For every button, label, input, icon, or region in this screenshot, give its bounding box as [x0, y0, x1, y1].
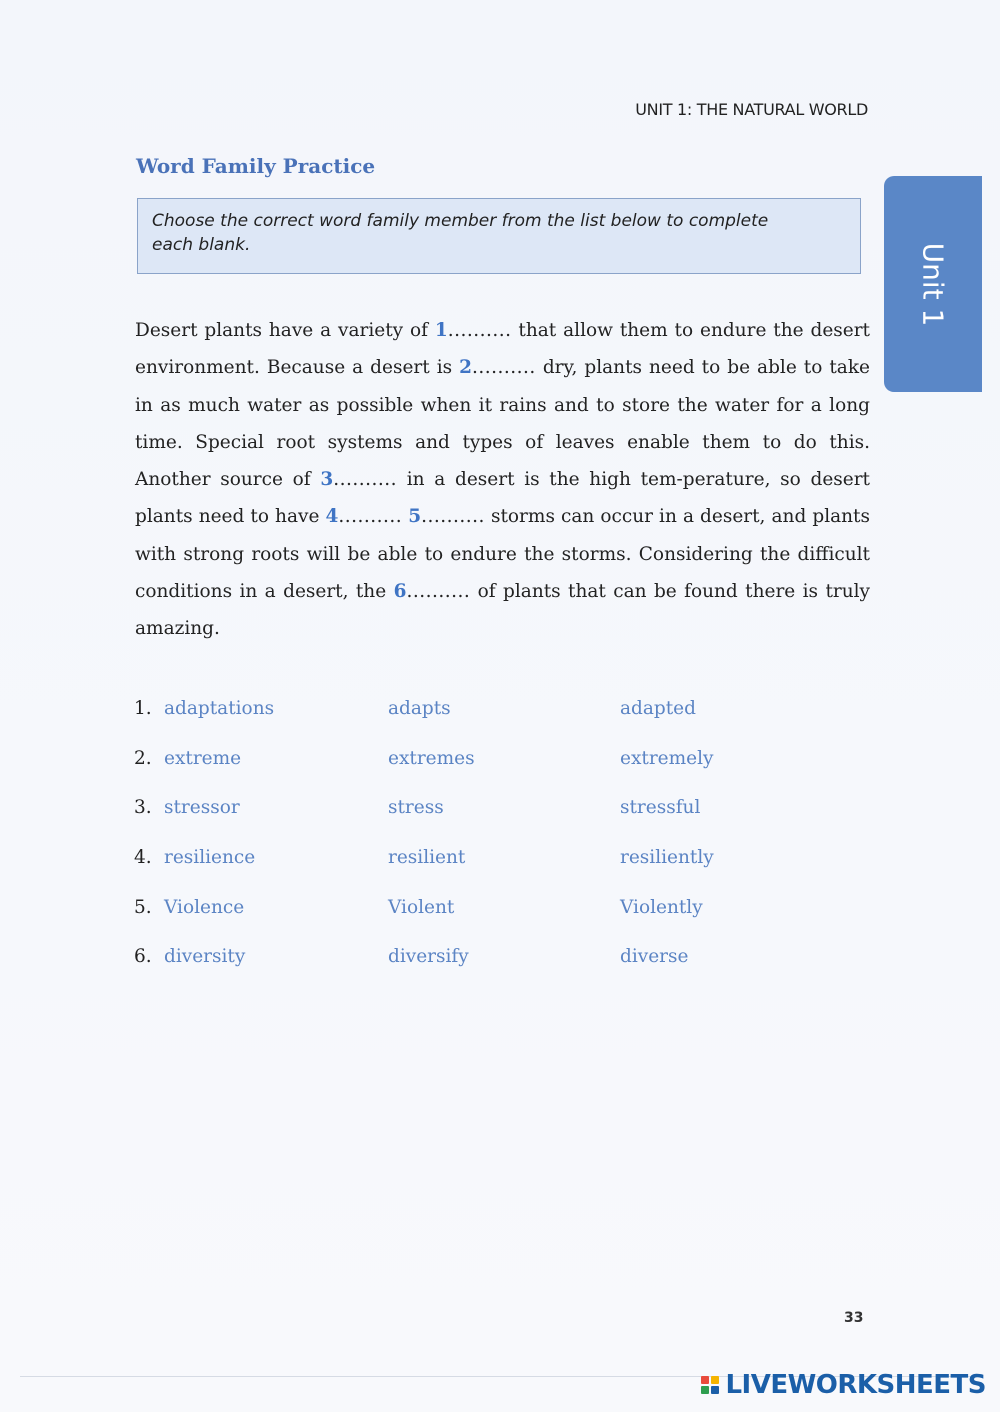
option-word[interactable]: adaptations	[164, 698, 275, 720]
passage-text: dry, plants need to be able to take in as much water as possible when it rains and to store the water for a long time. Special root systems and types of leaves enable them to do this. Another source of	[135, 357, 870, 491]
passage-text: in a desert is the high tem-perature, so desert plants need to have	[135, 469, 870, 528]
section-title: Word Family Practice	[136, 154, 376, 178]
option-word[interactable]: stressful	[620, 797, 701, 819]
blank-number: 4	[325, 506, 339, 528]
option-word[interactable]: extreme	[164, 747, 242, 769]
instruction-box	[137, 198, 861, 274]
logo-square	[701, 1376, 709, 1384]
blank-number: 5	[408, 506, 422, 528]
option-row	[134, 882, 894, 932]
passage-text: Desert plants have a variety of	[135, 320, 435, 341]
blank-1[interactable]: ..........	[447, 320, 512, 341]
option-word[interactable]: diverse	[620, 946, 689, 968]
logo-square	[711, 1386, 719, 1394]
option-number: 5.	[134, 896, 152, 918]
option-word[interactable]: stressor	[164, 797, 240, 819]
option-word[interactable]: Violently	[620, 896, 703, 918]
liveworksheets-logo	[701, 1370, 986, 1400]
option-number: 4.	[134, 847, 152, 869]
option-word[interactable]: resilience	[164, 847, 256, 869]
passage-text: of plants that can be found there is truly amazing.	[135, 581, 871, 640]
blank-4[interactable]: ..........	[338, 506, 403, 528]
word-options-list	[134, 684, 894, 982]
blank-number: 1	[434, 320, 448, 341]
blank-number: 6	[393, 581, 407, 603]
option-word[interactable]: diversity	[164, 946, 246, 968]
passage-text: storms can occur in a desert, and plants with strong roots will be able to endure the storms. Considering the difficult conditions in a desert, the	[135, 506, 870, 603]
option-word[interactable]: adapted	[620, 698, 696, 720]
option-word[interactable]: extremely	[620, 747, 714, 769]
unit-header: UNIT 1: THE NATURAL WORLD	[635, 100, 868, 119]
option-word[interactable]: stress	[388, 797, 444, 819]
option-word[interactable]: extremes	[388, 747, 475, 769]
logo-square	[711, 1376, 719, 1384]
option-row	[134, 833, 894, 883]
option-row	[134, 684, 894, 734]
blank-number: 2	[459, 357, 472, 379]
blank-5[interactable]: ..........	[421, 506, 485, 528]
unit-side-tab	[884, 176, 982, 392]
reading-passage	[135, 312, 870, 648]
passage-text: that allow them to endure the desert environment. Because a desert is	[135, 320, 870, 379]
option-row	[134, 932, 894, 982]
option-word[interactable]: resilient	[388, 847, 466, 869]
instruction-text: Choose the correct word family member from the list below to complete each blank.	[152, 211, 769, 255]
page-number: 33	[844, 1310, 864, 1326]
option-word[interactable]: diversify	[388, 946, 469, 968]
option-word[interactable]: Violence	[164, 896, 245, 918]
logo-grid-icon	[701, 1376, 719, 1394]
logo-square	[701, 1386, 709, 1394]
option-number: 2.	[134, 747, 152, 769]
blank-number: 3	[320, 469, 334, 491]
option-word[interactable]: adapts	[388, 698, 451, 720]
blank-6[interactable]: ..........	[406, 581, 471, 603]
option-number: 1.	[134, 698, 152, 720]
option-word[interactable]: Violent	[388, 896, 455, 918]
unit-side-tab-label: Unit 1	[916, 242, 950, 326]
option-row	[134, 783, 894, 833]
brand-name: LIVEWORKSHEETS	[725, 1370, 986, 1400]
option-row	[134, 734, 894, 784]
blank-2[interactable]: ..........	[472, 357, 536, 379]
option-number: 6.	[134, 946, 152, 968]
option-word[interactable]: resiliently	[620, 847, 714, 869]
option-number: 3.	[134, 797, 152, 819]
blank-3[interactable]: ..........	[333, 469, 398, 491]
